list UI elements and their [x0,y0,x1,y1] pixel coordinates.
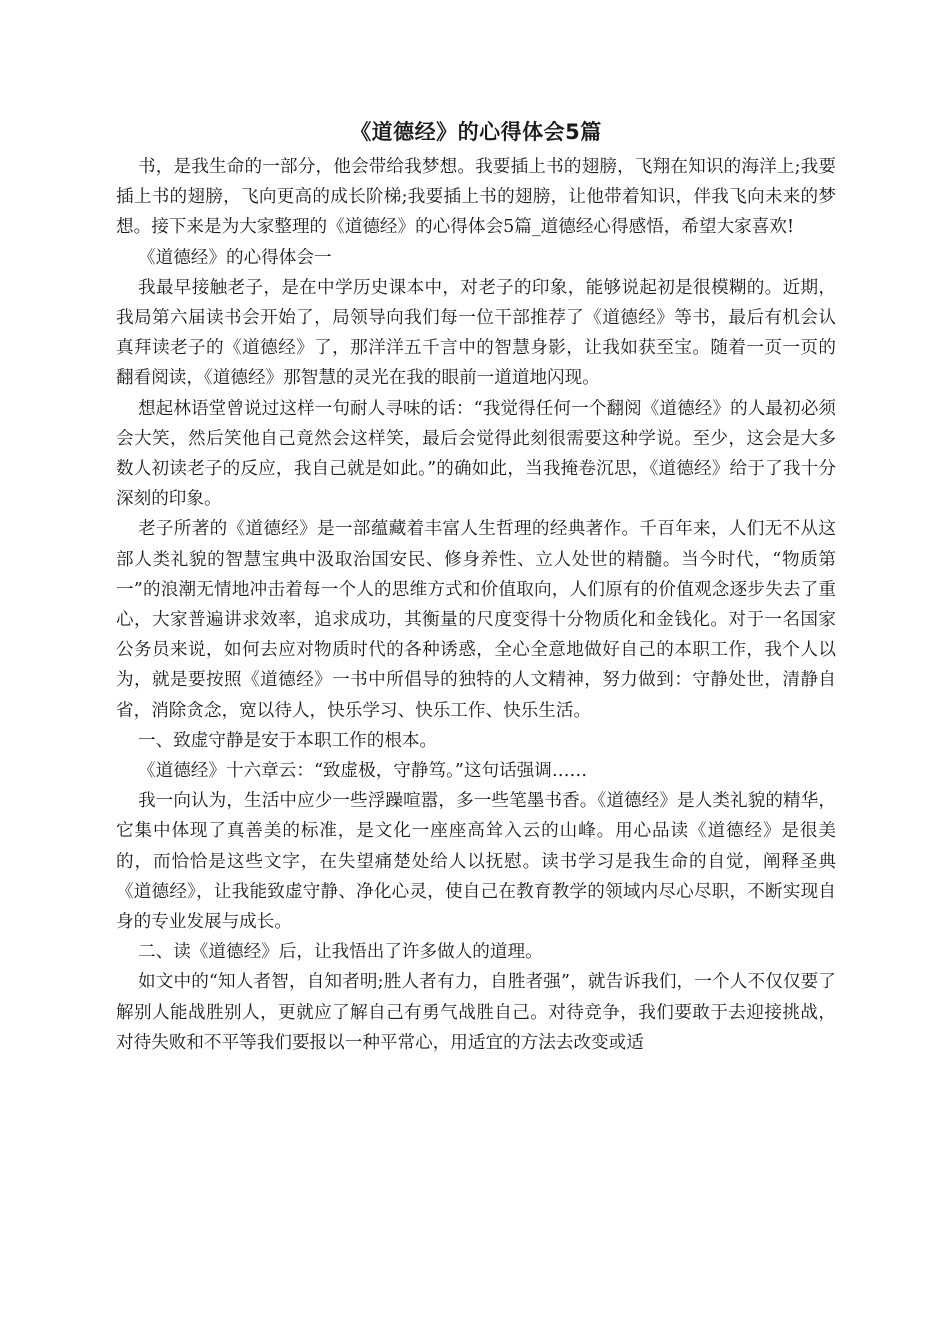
intro-paragraph: 书，是我生命的一部分，他会带给我梦想。我要插上书的翅膀，飞翔在知识的海洋上;我要插上书的翅膀，飞向更高的成长阶梯;我要插上书的翅膀，让他带着知识，伴我飞向未来的梦想。接下来是为大家整理的《道德经》的心得体会5篇_道德经心得感悟，希望大家喜欢! [116,157,836,238]
body-paragraph: 我一向认为，生活中应少一些浮躁喧嚣，多一些笔墨书香。《道德经》是人类礼貌的精华，它集中体现了真善美的标准，是文化一座座高耸入云的山峰。用心品读《道德经》是很美的，而恰恰是这些文字，在失望痛楚处给人以抚慰。读书学习是我生命的自觉，阐释圣典《道德经》，让我能致虚守静、净化心灵，使自己在教育教学的领域内尽心尽职，不断实现自身的专业发展与成长。 [116,791,836,933]
body-paragraph: 如文中的“知人者智，自知者明;胜人者有力，自胜者强”，就告诉我们，一个人不仅仅要了解别人能战胜别人，更就应了解自己有勇气战胜自己。对待竞争，我们要敢于去迎接挑战，对待失败和不平等我们要报以一种平常心，用适宜的方法去改变或适 [116,972,836,1053]
document-page [116,116,836,1058]
section-heading-1: 《道德经》的心得体会一 [138,247,332,268]
body-paragraph: 我最早接触老子，是在中学历史课本中，对老子的印象，能够说起初是很模糊的。近期，我局第六届读书会开始了，局领导向我们每一位干部推荐了《道德经》等书，最后有机会认真拜读老子的《道德经》了，那洋洋五千言中的智慧身影，让我如获至宝。随着一页一页的翻看阅读，《道德经》那智慧的灵光在我的眼前一道道地闪现。 [116,277,836,389]
body-paragraph: 想起林语堂曾说过这样一句耐人寻味的话：“我觉得任何一个翻阅《道德经》的人最初必须会大笑，然后笑他自己竟然会这样笑，最后会觉得此刻很需要这种学说。至少，这会是大多数人初读老子的反应，我自己就是如此。”的确如此，当我掩卷沉思，《道德经》给于了我十分深刻的印象。 [116,398,836,510]
point-heading-2: 二、读《道德经》后，让我悟出了许多做人的道理。 [138,942,543,963]
point-heading-1: 一、致虚守静是安于本职工作的根本。 [138,730,438,751]
body-paragraph: 老子所著的《道德经》是一部蕴藏着丰富人生哲理的经典著作。千百年来，人们无不从这部人类礼貌的智慧宝典中汲取治国安民、修身养性、立人处世的精髓。当今时代，“物质第一”的浪潮无情地冲击着每一个人的思维方式和价值取向，人们原有的价值观念逐步失去了重心，大家普遍讲求效率，追求成功，其衡量的尺度变得十分物质化和金钱化。对于一名国家公务员来说，如何去应对物质时代的各种诱惑，全心全意地做好自己的本职工作，我个人以为，就是要按照《道德经》一书中所倡导的独特的人文精神，努力做到：守静处世，清静自省，消除贪念，宽以待人，快乐学习、快乐工作、快乐生活。 [116,519,836,721]
quote-paragraph: 《道德经》十六章云：“致虚极，守静笃。”这句话强调…… [138,761,588,782]
document-title: 《道德经》的心得体会5篇 [350,120,602,144]
